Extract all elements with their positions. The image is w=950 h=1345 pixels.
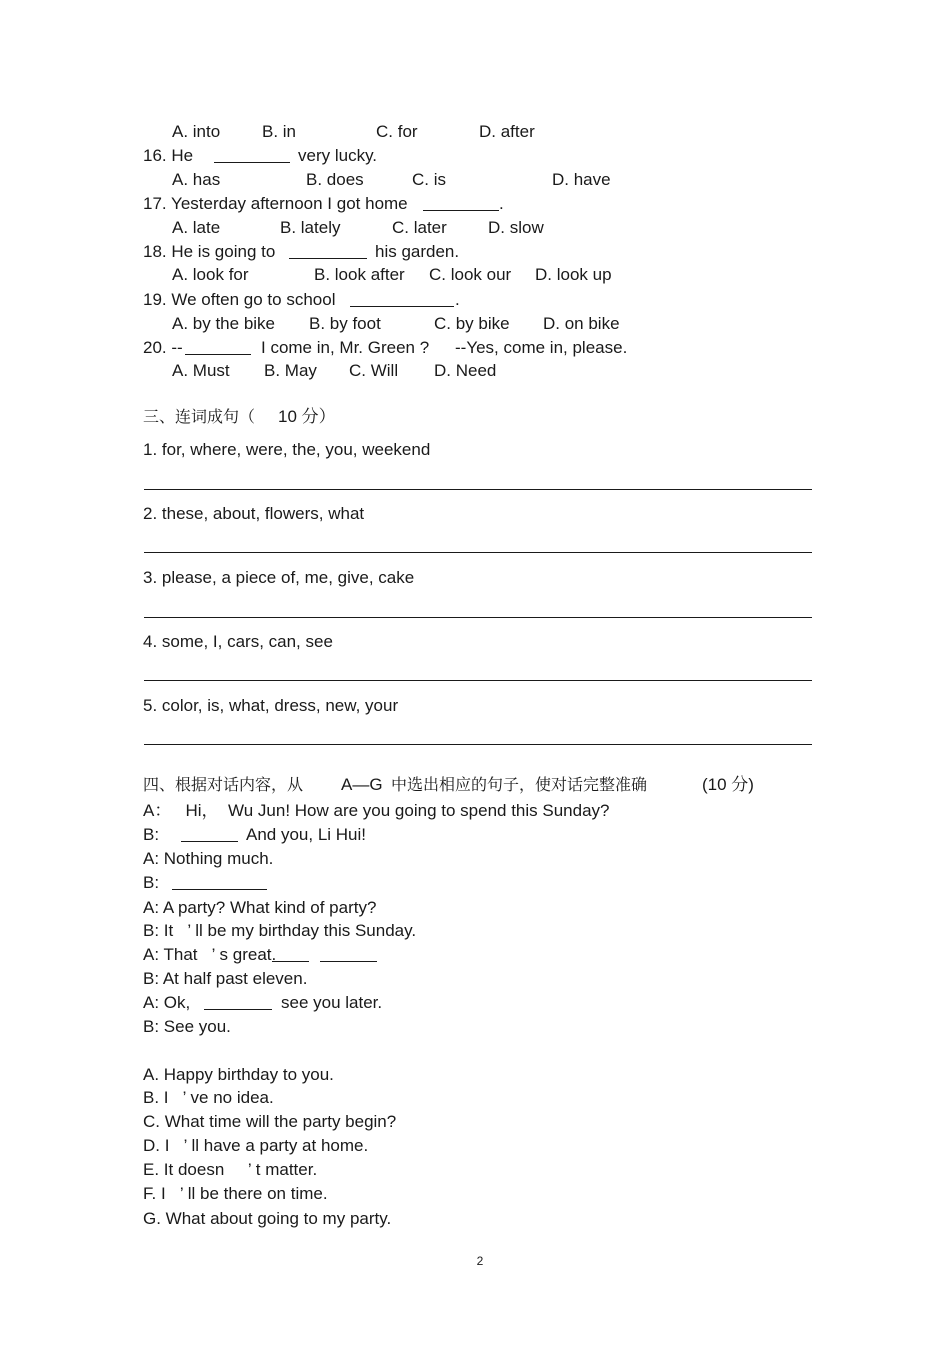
q15-option-d: D. after: [479, 122, 535, 141]
section3-title: 三、连词成句（: [143, 407, 256, 426]
dialogue-line-6: B: It ’ ll be my birthday this Sunday.: [143, 921, 417, 940]
dialogue-line-10: B: See you.: [143, 1017, 231, 1036]
q16-text: very lucky.: [298, 146, 378, 165]
q20-option-c: C. Will: [349, 361, 399, 380]
q17-option-c: C. later: [392, 218, 447, 237]
q16-blank: [214, 162, 290, 163]
section3-score: 10 分）: [278, 407, 336, 426]
dialogue-line-7: A: That ’ s great.: [143, 945, 277, 964]
q17-text: 17. Yesterday afternoon I got home: [143, 194, 408, 213]
answer-line-2: [144, 552, 812, 553]
q20-reply: --Yes, come in, please.: [455, 338, 628, 357]
answer-line-3: [144, 617, 812, 618]
q18-end: his garden.: [375, 242, 460, 261]
dialogue-blank-2: [172, 889, 267, 890]
section3-item-2: 2. these, about, flowers, what: [143, 504, 365, 523]
q20-option-b: B. May: [264, 361, 317, 380]
q19-option-b: B. by foot: [309, 314, 381, 333]
section4-title-b: A—G: [341, 775, 383, 794]
q15-option-b: B. in: [262, 122, 297, 141]
q17-option-d: D. slow: [488, 218, 544, 237]
dialogue-line-5: A: A party? What kind of party?: [143, 898, 377, 917]
page-number: 2: [476, 1254, 484, 1268]
dialogue-blank-3b: [320, 961, 377, 962]
q19-end: .: [455, 290, 460, 309]
q17-end: .: [499, 194, 504, 213]
dialogue-blank-1: [181, 841, 238, 842]
dialogue-blank-3a: [272, 961, 309, 962]
dialogue-blank-4: [204, 1009, 272, 1010]
section3-item-4: 4. some, I, cars, can, see: [143, 632, 333, 651]
q17-option-b: B. lately: [280, 218, 341, 237]
section3-item-3: 3. please, a piece of, me, give, cake: [143, 568, 415, 587]
q18-blank: [289, 258, 367, 259]
q19-option-a: A. by the bike: [172, 314, 276, 333]
choice-d: D. I ’ ll have a party at home.: [143, 1136, 369, 1155]
q15-option-c: C. for: [376, 122, 418, 141]
choice-b: B. I ’ ve no idea.: [143, 1088, 274, 1107]
q16-option-b: B. does: [306, 170, 364, 189]
q18-option-d: D. look up: [535, 265, 612, 284]
q19-option-d: D. on bike: [543, 314, 620, 333]
section3-item-5: 5. color, is, what, dress, new, your: [143, 696, 399, 715]
q20-option-a: A. Must: [172, 361, 230, 380]
q19-text: 19. We often go to school: [143, 290, 336, 309]
q20-number: 20. --: [143, 338, 183, 357]
q16-option-c: C. is: [412, 170, 446, 189]
section3-item-1: 1. for, where, were, the, you, weekend: [143, 440, 431, 459]
answer-line-4: [144, 680, 812, 681]
dialogue-line-4-speaker: B:: [143, 873, 160, 892]
dialogue-line-3: A: Nothing much.: [143, 849, 274, 868]
q15-option-a: A. into: [172, 122, 221, 141]
dialogue-line-8: B: At half past eleven.: [143, 969, 308, 988]
q18-text: 18. He is going to: [143, 242, 276, 261]
choice-g: G. What about going to my party.: [143, 1209, 392, 1228]
q19-option-c: C. by bike: [434, 314, 510, 333]
dialogue-line-9-end: see you later.: [281, 993, 383, 1012]
q16-number: 16. He: [143, 146, 194, 165]
q20-blank: [185, 354, 251, 355]
q18-option-a: A. look for: [172, 265, 249, 284]
dialogue-line-2-speaker: B:: [143, 825, 160, 844]
q17-blank: [423, 210, 499, 211]
section4-score: (10 分): [702, 775, 754, 794]
answer-line-1: [144, 489, 812, 490]
choice-f: F. I ’ ll be there on time.: [143, 1184, 328, 1203]
q20-text: I come in, Mr. Green ?: [261, 338, 430, 357]
dialogue-line-2-text: And you, Li Hui!: [246, 825, 367, 844]
section4-title-a: 四、根据对话内容，从: [143, 775, 304, 794]
q18-option-c: C. look our: [429, 265, 512, 284]
q20-option-d: D. Need: [434, 361, 497, 380]
dialogue-line-1: A： Hi， Wu Jun! How are you going to spend this Sunday?: [143, 801, 610, 820]
q16-option-a: A. has: [172, 170, 221, 189]
choice-a: A. Happy birthday to you.: [143, 1065, 334, 1084]
q16-option-d: D. have: [552, 170, 611, 189]
choice-c: C. What time will the party begin?: [143, 1112, 397, 1131]
choice-e: E. It doesn ’ t matter.: [143, 1160, 318, 1179]
q17-option-a: A. late: [172, 218, 221, 237]
section4-title-c: 中选出相应的句子，使对话完整准确: [391, 775, 648, 794]
q18-option-b: B. look after: [314, 265, 405, 284]
dialogue-line-9-start: A: Ok,: [143, 993, 191, 1012]
q19-blank: [350, 306, 454, 307]
answer-line-5: [144, 744, 812, 745]
